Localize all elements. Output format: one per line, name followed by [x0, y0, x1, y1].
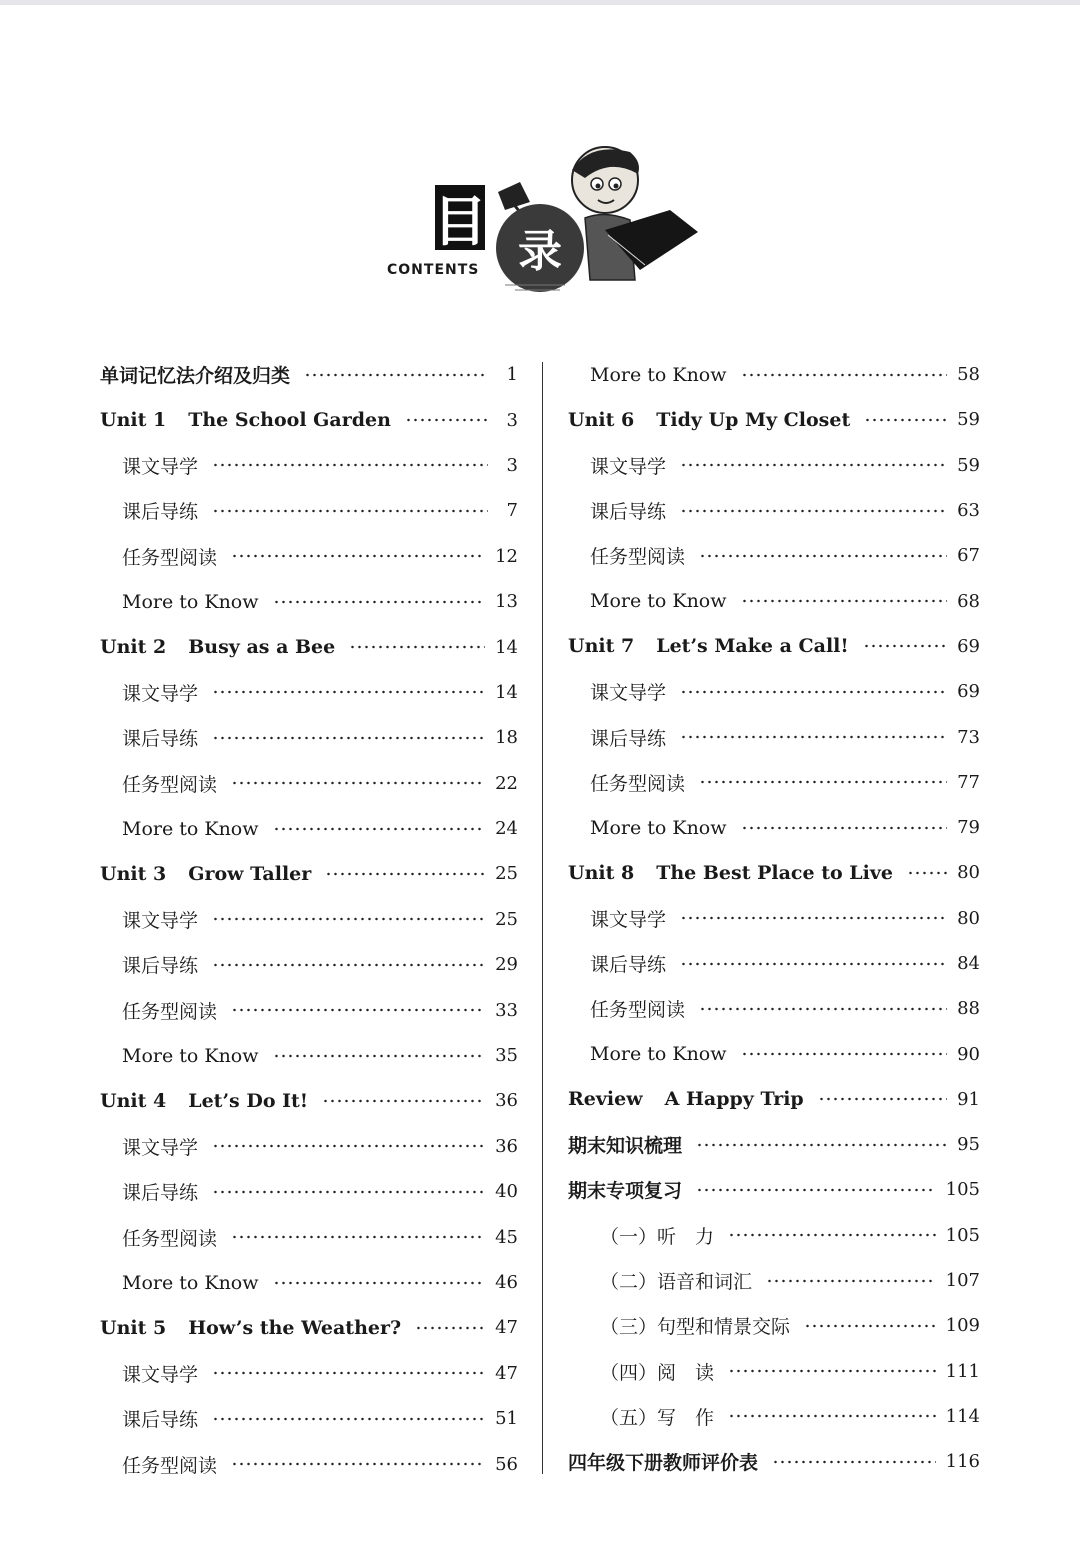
- entry-title: 期末知识梳理: [568, 1135, 683, 1158]
- toc-entry[interactable]: [568, 533, 980, 578]
- page-number: 24: [495, 818, 518, 840]
- entry-title: Tidy Up My Closet: [656, 408, 851, 431]
- page-number: 56: [495, 1453, 518, 1475]
- dot-leader: [772, 1459, 936, 1465]
- column-divider: [542, 362, 543, 1474]
- page-number: 36: [495, 1135, 518, 1157]
- page-number: 58: [957, 364, 980, 386]
- page-number: 90: [957, 1043, 980, 1065]
- entry-title: 任务型阅读: [590, 546, 686, 569]
- entry-title: 任务型阅读: [122, 1454, 218, 1477]
- entry-title: More to Know: [590, 590, 727, 613]
- page-number: 35: [495, 1045, 518, 1067]
- dot-leader: [680, 508, 947, 514]
- entry-title: More to Know: [122, 1044, 259, 1067]
- page-number: 80: [957, 862, 980, 884]
- unit-number: Review: [568, 1088, 643, 1111]
- entry-title: More to Know: [590, 363, 727, 386]
- entry-title: 课后导练: [122, 1182, 199, 1205]
- entry-title: A Happy Trip: [664, 1088, 804, 1111]
- toc-entry[interactable]: [568, 1439, 980, 1484]
- entry-title: 课后导练: [122, 728, 199, 751]
- dot-leader: [349, 644, 485, 650]
- page-number: 14: [495, 636, 518, 658]
- entry-title: 任务型阅读: [590, 772, 686, 795]
- toc-entry[interactable]: [568, 1394, 980, 1439]
- dot-leader: [766, 1278, 936, 1284]
- unit-number: Unit 8: [568, 861, 635, 884]
- dot-leader: [728, 1413, 936, 1419]
- dot-leader: [273, 599, 486, 605]
- page-number: 67: [957, 545, 980, 567]
- dot-leader: [212, 1370, 485, 1376]
- page-number: 79: [957, 817, 980, 839]
- entry-title: （五）写 作: [600, 1406, 715, 1429]
- entry-title: 四年级下册教师评价表: [568, 1452, 759, 1475]
- entry-title: 课文导学: [122, 909, 199, 932]
- toc-entry[interactable]: [100, 851, 518, 896]
- entry-title: 任务型阅读: [122, 1000, 218, 1023]
- toc-entry[interactable]: [568, 850, 980, 895]
- toc-entry[interactable]: [100, 897, 518, 942]
- entry-title: The Best Place to Live: [656, 861, 893, 884]
- entry-title: 课文导学: [122, 1363, 199, 1386]
- page-number: 14: [495, 681, 518, 703]
- dot-leader: [741, 1051, 948, 1057]
- dot-leader: [699, 553, 947, 559]
- entry-title: 课后导练: [122, 955, 199, 978]
- toc-entry[interactable]: [568, 397, 980, 442]
- toc-entry[interactable]: [100, 1305, 518, 1350]
- toc-entry[interactable]: [100, 1441, 518, 1486]
- dot-leader: [405, 417, 488, 423]
- entry-title: 课文导学: [122, 682, 199, 705]
- dot-leader: [696, 1187, 936, 1193]
- page-number: 25: [495, 863, 518, 885]
- entry-title: Busy as a Bee: [188, 636, 336, 659]
- toc-entry[interactable]: [100, 942, 518, 987]
- page-number: 36: [495, 1090, 518, 1112]
- dot-leader: [273, 1053, 486, 1059]
- page-number: 68: [957, 590, 980, 612]
- toc-entry[interactable]: [100, 1396, 518, 1441]
- entry-title: Let’s Do It!: [188, 1089, 309, 1112]
- toc-entry[interactable]: [568, 941, 980, 986]
- page-number: 45: [495, 1226, 518, 1248]
- page-number: 105: [945, 1179, 980, 1201]
- dot-leader: [212, 735, 485, 741]
- page-number: 33: [495, 999, 518, 1021]
- toc-entry[interactable]: [568, 760, 980, 805]
- toc-entry[interactable]: [100, 715, 518, 760]
- dot-leader: [415, 1325, 485, 1331]
- page-number: 3: [506, 454, 518, 476]
- page-number: 3: [506, 409, 518, 431]
- entry-title: 任务型阅读: [590, 999, 686, 1022]
- page-number: 63: [957, 500, 980, 522]
- dot-leader: [212, 1189, 485, 1195]
- dot-leader: [680, 689, 947, 695]
- entry-title: 任务型阅读: [122, 546, 218, 569]
- entry-title: 期末专项复习: [568, 1180, 683, 1203]
- toc-entry[interactable]: [100, 1214, 518, 1259]
- toc-entry[interactable]: [100, 1033, 518, 1078]
- unit-number: Unit 1: [100, 409, 167, 432]
- dot-leader: [907, 870, 947, 876]
- mu-block-icon: [433, 185, 487, 253]
- dot-leader: [212, 508, 488, 514]
- contents-label: CONTENTS: [387, 262, 480, 278]
- entry-title: （二）语音和词汇: [600, 1271, 753, 1294]
- toc-entry[interactable]: [100, 670, 518, 715]
- dot-leader: [322, 1098, 485, 1104]
- dot-leader: [231, 553, 485, 559]
- page-number: 18: [495, 727, 518, 749]
- dot-leader: [728, 1232, 936, 1238]
- toc-entry[interactable]: [568, 1122, 980, 1167]
- page-number: 46: [495, 1272, 518, 1293]
- dot-leader: [804, 1323, 936, 1329]
- page-number: 59: [957, 409, 980, 431]
- entry-title: 课后导练: [122, 501, 199, 524]
- dot-leader: [231, 1007, 485, 1013]
- toc-right-column: [568, 352, 980, 1484]
- entry-title: The School Garden: [188, 409, 391, 432]
- unit-number: Unit 2: [100, 636, 167, 659]
- toc-entry[interactable]: [568, 1258, 980, 1303]
- dot-leader: [741, 598, 948, 604]
- dot-leader: [212, 1416, 485, 1422]
- unit-number: Unit 5: [100, 1316, 167, 1339]
- entry-title: 任务型阅读: [122, 773, 218, 796]
- toc-entry[interactable]: [568, 624, 980, 669]
- page-number: 1: [506, 364, 518, 386]
- toc-entry[interactable]: [100, 534, 518, 579]
- boy-reading-icon: [572, 147, 698, 280]
- unit-number: Unit 7: [568, 635, 635, 658]
- page-number: 47: [495, 1362, 518, 1384]
- dot-leader: [212, 962, 485, 968]
- dot-leader: [212, 462, 488, 468]
- entry-title: 课后导练: [590, 727, 667, 750]
- toc-entry[interactable]: [100, 1169, 518, 1214]
- entry-title: （四）阅 读: [600, 1361, 715, 1384]
- entry-title: More to Know: [122, 817, 259, 840]
- page-number: 12: [495, 545, 518, 567]
- dot-leader: [741, 372, 948, 378]
- toc-entry[interactable]: [568, 986, 980, 1031]
- page-number: 105: [945, 1224, 980, 1246]
- toc-entry[interactable]: [568, 488, 980, 533]
- entry-title: Let’s Make a Call!: [656, 635, 849, 658]
- toc-entry[interactable]: [100, 1124, 518, 1169]
- dot-leader: [680, 915, 947, 921]
- dot-leader: [304, 372, 488, 378]
- dot-leader: [212, 916, 485, 922]
- toc-entry[interactable]: [100, 624, 518, 669]
- entry-title: 课后导练: [590, 954, 667, 976]
- page-number: 77: [957, 771, 980, 793]
- entry-title: 课文导学: [122, 455, 199, 478]
- page-number: 13: [495, 591, 518, 613]
- entry-title: More to Know: [122, 590, 259, 613]
- page-number: 80: [957, 907, 980, 929]
- entry-title: 课后导练: [122, 1409, 199, 1432]
- title-char-1: 目: [433, 190, 487, 253]
- page-number: 69: [957, 681, 980, 703]
- dot-leader: [273, 826, 486, 832]
- dot-leader: [212, 1143, 485, 1149]
- entry-title: 课文导学: [122, 1136, 199, 1159]
- entry-title: 课文导学: [590, 682, 667, 705]
- toc-entry[interactable]: [568, 896, 980, 941]
- entry-title: 单词记忆法介绍及归类: [100, 365, 291, 388]
- toc-entry[interactable]: [568, 1077, 980, 1122]
- toc-entry[interactable]: [100, 761, 518, 806]
- dot-leader: [699, 1006, 947, 1012]
- page-number: 88: [957, 998, 980, 1020]
- toc-entry[interactable]: [100, 987, 518, 1032]
- page-number: 91: [957, 1088, 980, 1110]
- toc-entry[interactable]: [568, 1167, 980, 1212]
- entry-title: （三）句型和情景交际: [600, 1316, 791, 1339]
- page-number: 69: [957, 635, 980, 657]
- dot-leader: [863, 643, 947, 649]
- dot-leader: [325, 871, 485, 877]
- page-number: 95: [957, 1134, 980, 1156]
- dot-leader: [231, 780, 485, 786]
- toc-entry[interactable]: [568, 669, 980, 714]
- dot-leader: [231, 1234, 485, 1240]
- entry-title: 任务型阅读: [122, 1227, 218, 1250]
- dot-leader: [864, 417, 947, 423]
- toc-entry[interactable]: [568, 714, 980, 759]
- entry-title: （一）听 力: [600, 1225, 715, 1248]
- toc-entry[interactable]: [568, 1031, 980, 1076]
- page-number: 22: [495, 772, 518, 794]
- entry-title: 课文导学: [590, 908, 667, 931]
- dot-leader: [699, 779, 947, 785]
- toc-entry[interactable]: [100, 352, 518, 397]
- entry-title: 课后导练: [590, 501, 667, 524]
- dot-leader: [273, 1280, 486, 1286]
- dot-leader: [680, 961, 947, 967]
- dot-leader: [212, 689, 485, 695]
- entry-title: More to Know: [122, 1271, 259, 1294]
- toc-entry[interactable]: [100, 488, 518, 533]
- page-number: 109: [945, 1315, 980, 1337]
- toc-entry[interactable]: [100, 1260, 518, 1305]
- entry-title: 课文导学: [590, 455, 667, 478]
- top-edge: [0, 0, 1080, 5]
- toc-entry[interactable]: [100, 1078, 518, 1123]
- entry-title: How’s the Weather?: [188, 1316, 402, 1339]
- page-number: 40: [495, 1181, 518, 1203]
- toc-left-column: [100, 352, 518, 1487]
- dot-leader: [741, 825, 948, 831]
- dot-leader: [696, 1142, 947, 1148]
- toc-entry[interactable]: [568, 1303, 980, 1348]
- page-number: 29: [495, 954, 518, 976]
- title-char-2: 录: [518, 226, 562, 277]
- dot-leader: [818, 1096, 947, 1102]
- toc-entry[interactable]: [100, 443, 518, 488]
- page-number: 59: [957, 454, 980, 476]
- page-number: 73: [957, 726, 980, 748]
- page-number: 116: [945, 1451, 980, 1473]
- toc-entry[interactable]: [568, 352, 980, 397]
- page-number: 111: [945, 1360, 980, 1382]
- page-number: 25: [495, 908, 518, 930]
- entry-title: Grow Taller: [188, 862, 312, 885]
- toc-entry[interactable]: [100, 1351, 518, 1396]
- page-number: 84: [957, 953, 980, 974]
- dot-leader: [728, 1368, 936, 1374]
- toc-entry[interactable]: [100, 579, 518, 624]
- unit-number: Unit 4: [100, 1089, 167, 1112]
- entry-title: More to Know: [590, 1043, 727, 1066]
- entry-title: More to Know: [590, 816, 727, 839]
- unit-number: Unit 3: [100, 862, 167, 885]
- toc-entry[interactable]: [568, 805, 980, 850]
- unit-number: Unit 6: [568, 408, 635, 431]
- page-number: 107: [945, 1270, 980, 1292]
- page-number: 114: [945, 1405, 980, 1427]
- page-number: 47: [495, 1317, 518, 1339]
- lu-circle-icon: [496, 204, 584, 292]
- dot-leader: [680, 462, 947, 468]
- toc-entry[interactable]: [568, 1213, 980, 1258]
- toc-entry[interactable]: [100, 806, 518, 851]
- toc-entry[interactable]: [100, 397, 518, 442]
- page-number: 51: [495, 1408, 518, 1430]
- toc-entry[interactable]: [568, 578, 980, 623]
- dot-leader: [680, 734, 947, 740]
- page-number: 7: [506, 500, 518, 522]
- dot-leader: [231, 1461, 485, 1467]
- toc-entry[interactable]: [568, 1349, 980, 1394]
- toc-entry[interactable]: [568, 443, 980, 488]
